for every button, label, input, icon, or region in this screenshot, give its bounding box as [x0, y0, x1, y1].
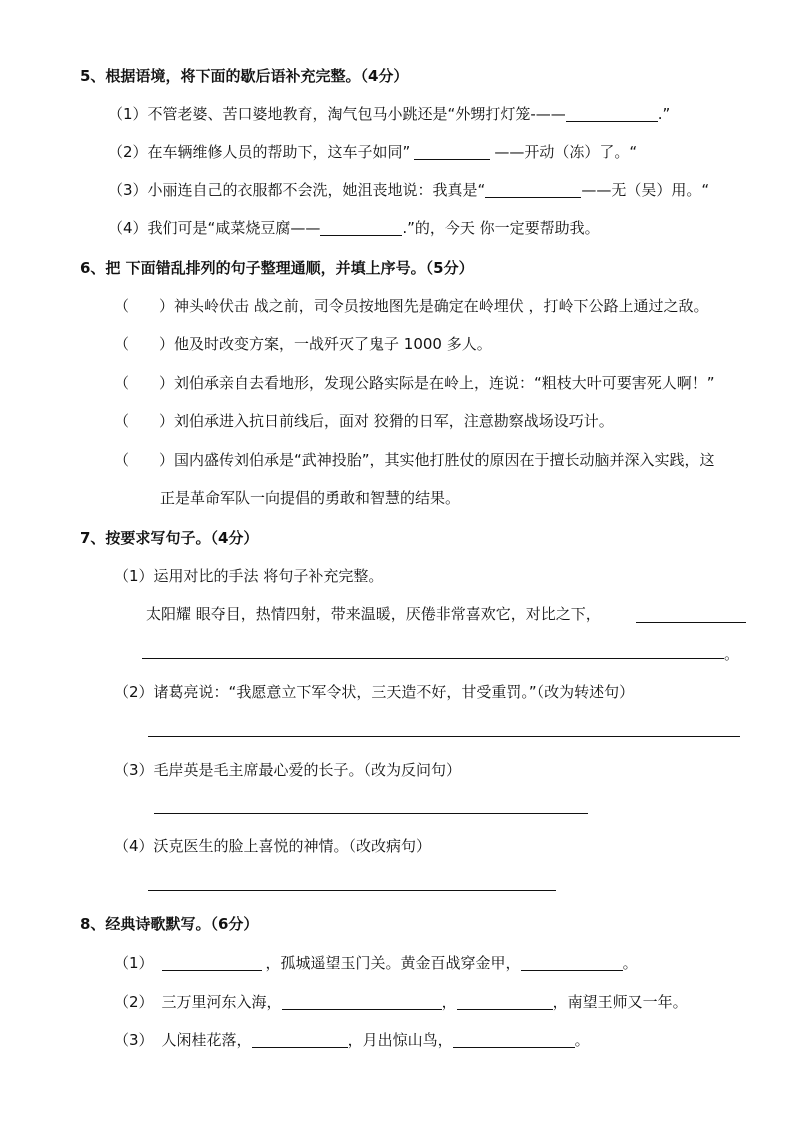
q5-item-2 — [108, 142, 637, 162]
q7-item-1-text — [146, 604, 601, 624]
q7-item-1: （1）运用对比的手法 将句子补充完整。 — [114, 567, 384, 585]
q6-sentence-1: （ ）神头岭伏击 战之前，司令员按地图先是确定在岭埋伏 ，打岭下公路上通过之敌。 — [114, 297, 709, 315]
q5-item-4-end: .”的，今天 你一定要帮助我。 — [402, 219, 600, 237]
q7-item-2: （2）诸葛亮说：“我愿意立下军令状，三天造不好，甘受重罚。”（改为转述句） — [114, 683, 635, 701]
q5-heading: 5、根据语境，将下面的歇后语补充完整。（4分） — [80, 67, 409, 85]
q6-sentence-3: （ ）刘伯承亲自去看地形，发现公路实际是在岭上，连说：“粗枝大叶可要害死人啊！” — [114, 374, 715, 392]
q8-poem-2-comma: ， — [441, 993, 457, 1011]
q6-sentence-2: （ ）他及时改变方案，一战歼灭了鬼子 1000 多人。 — [114, 335, 492, 353]
q6-sentence-4: （ ）刘伯承进入抗日前线后，面对 狡猾的日军，注意勘察战场设巧计。 — [114, 412, 614, 430]
q5-item-4-blank[interactable] — [320, 219, 402, 236]
q8-poem-3-end: 。 — [574, 1031, 590, 1049]
q5-item-1-end: .” — [657, 105, 671, 123]
q8-poem-2-text-a: 三万里河东入海， — [161, 993, 282, 1011]
q8-poem-1 — [114, 953, 638, 973]
q8-poem-3 — [114, 1030, 590, 1050]
q5-item-3-end: ——无（吴）用。“ — [581, 181, 710, 199]
q5-item-1-text: （1）不管老婆、苦口婆地教育，淘气包马小跳还是“外甥打灯笼-—— — [108, 105, 566, 123]
q8-poem-2 — [114, 992, 688, 1012]
q8-poem-1-text: ，孤城遥望玉门关。黄金百战穿金甲， — [265, 954, 521, 972]
q8-poem-3-blank-1[interactable] — [252, 1031, 348, 1048]
q5-item-3 — [108, 180, 709, 200]
q7-item-1-prompt: 太阳耀 眼夺目，热情四射，带来温暖，厌倦非常喜欢它，对比之下， — [146, 605, 601, 623]
q8-poem-1-blank-2[interactable] — [521, 954, 623, 971]
q8-poem-3-blank-2[interactable] — [453, 1031, 575, 1048]
q8-poem-3-text-a: 人闲桂花落， — [161, 1031, 252, 1049]
q8-poem-2-text-b: ，南望王师又一年。 — [552, 993, 688, 1011]
q8-poem-1-end: 。 — [622, 954, 638, 972]
q8-poem-2-blank-2[interactable] — [457, 993, 553, 1010]
q5-item-1-blank[interactable] — [566, 105, 658, 122]
q7-item-3: （3）毛岸英是毛主席最心爱的长子。（改为反问句） — [114, 761, 462, 779]
q8-heading: 8、经典诗歌默写。（6分） — [80, 915, 259, 933]
q5-item-3-text: （3）小丽连自己的衣服都不会洗，她沮丧地说：我真是“ — [108, 181, 486, 199]
q5-item-3-blank[interactable] — [485, 181, 581, 198]
q8-poem-3-text-b: ，月出惊山鸟， — [347, 1031, 453, 1049]
q8-poem-3-number: （3） — [114, 1031, 154, 1049]
q5-item-4-text: （4）我们可是“咸菜烧豆腐—— — [108, 219, 321, 237]
q6-sentence-5-cont: 正是革命军队一向提倡的勇敢和智慧的结果。 — [160, 489, 461, 507]
q7-item-1-blank-b[interactable] — [142, 658, 724, 659]
q7-item-2-answer-line[interactable] — [148, 736, 740, 737]
q6-heading: 6、把 下面错乱排列的句子整理通顺，并填上序号。（5分） — [80, 259, 474, 277]
q7-item-4-answer-line[interactable] — [148, 890, 556, 891]
q5-item-2-end: ——开动（冻）了。“ — [494, 143, 638, 161]
q7-item-3-answer-line[interactable] — [154, 813, 588, 814]
q6-sentence-5: （ ）国内盛传刘伯承是“武神投胎”，其实他打胜仗的原因在于擅长动脑并深入实践，这 — [114, 451, 715, 469]
q8-poem-2-number: （2） — [114, 993, 154, 1011]
q5-item-2-blank[interactable] — [414, 143, 490, 160]
q8-poem-1-number: （1） — [114, 954, 154, 972]
q5-item-4 — [108, 218, 600, 238]
q5-item-2-text: （2）在车辆维修人员的帮助下，这车子如同” — [108, 143, 411, 161]
q5-item-1 — [108, 104, 670, 124]
q7-item-4: （4）沃克医生的脸上喜悦的神情。（改改病句） — [114, 837, 432, 855]
q8-poem-2-blank-1[interactable] — [282, 993, 442, 1010]
q8-poem-1-blank-1[interactable] — [162, 954, 262, 971]
q7-item-1-blank-a[interactable] — [636, 622, 746, 623]
q7-item-1-end: 。 — [724, 645, 740, 663]
q7-heading: 7、按要求写句子。（4分） — [80, 529, 259, 547]
